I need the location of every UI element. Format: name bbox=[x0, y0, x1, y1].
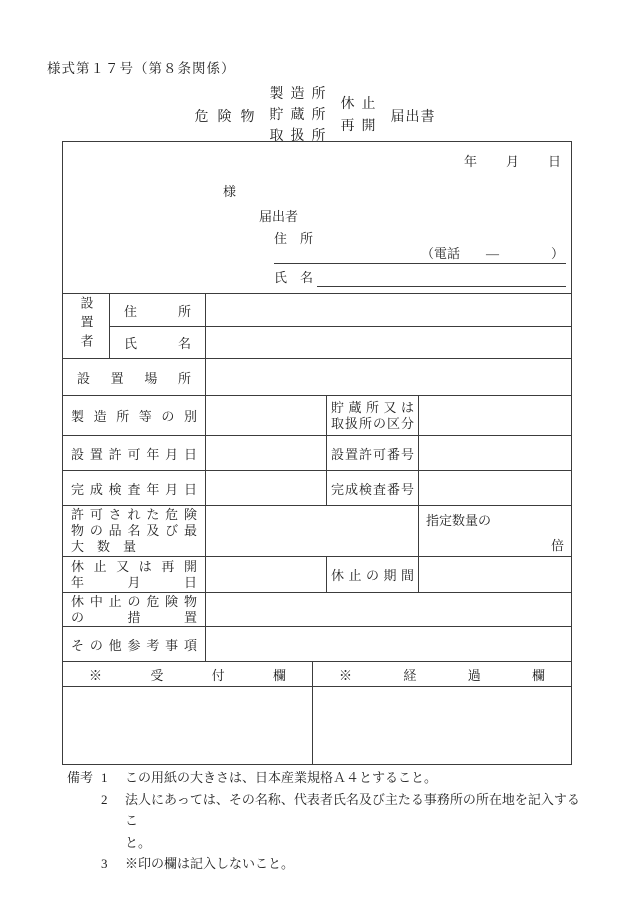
notifier-name-underline bbox=[317, 270, 566, 287]
title-facility-type: 貯蔵所 bbox=[269, 108, 333, 123]
inspection-number-value bbox=[419, 471, 572, 506]
note-item: 3 ※印の欄は記入しないこと。 bbox=[101, 856, 295, 871]
note-item: 1 この用紙の大きさは、日本産業規格Ａ４とすること。 bbox=[101, 770, 438, 785]
form-header-cell bbox=[63, 142, 572, 294]
suspension-period-label: 休止の期間 bbox=[327, 557, 419, 593]
note-item: 2 法人にあっては、その名称、代表者氏名及び主たる事務所の所在地を記入するこ と。 bbox=[101, 791, 580, 850]
permit-date-label: 設置許可年月日 bbox=[63, 436, 206, 471]
title-action: 再開 bbox=[340, 118, 383, 134]
suspension-date-value bbox=[206, 557, 327, 593]
inspection-number-label: 完成検査番号 bbox=[327, 471, 419, 506]
measures-value bbox=[206, 593, 572, 627]
permitted-materials-value bbox=[206, 506, 419, 557]
designated-quantity-label: 指定数量の bbox=[426, 513, 492, 528]
designated-quantity-unit: 倍 bbox=[551, 538, 565, 553]
form-number: 様式第１７号（第８条関係） bbox=[47, 61, 236, 76]
permit-number-value bbox=[419, 436, 572, 471]
installer-address-label: 住 所 bbox=[110, 294, 206, 327]
title-facility-type: 製造所 bbox=[269, 87, 333, 102]
installer-label-cell bbox=[63, 294, 110, 359]
notes-label: 備考 bbox=[67, 770, 94, 785]
title-action: 休止 bbox=[340, 96, 383, 112]
notes bbox=[67, 767, 587, 875]
other-label: その他参考事項 bbox=[63, 627, 206, 662]
other-value bbox=[206, 627, 572, 662]
notifier-label: 届出者 bbox=[259, 209, 299, 224]
reception-column-box bbox=[63, 687, 313, 765]
suspension-date-label: 休止又は再開 年 月 日 bbox=[63, 557, 206, 593]
storage-category-value bbox=[419, 396, 572, 436]
installer-name-value bbox=[206, 327, 572, 359]
progress-column-header: ※ 経 過 欄 bbox=[313, 662, 572, 687]
facility-category-value bbox=[206, 396, 327, 436]
suspension-period-value bbox=[419, 557, 572, 593]
storage-category-label: 貯蔵所又は 取扱所の区分 bbox=[327, 396, 419, 436]
title-facility-types bbox=[270, 84, 333, 147]
notifier-address-label: 住 所 bbox=[274, 231, 314, 246]
title-facility-type: 取扱所 bbox=[269, 129, 333, 144]
permit-date-value bbox=[206, 436, 327, 471]
measures-label: 休中止の危険物 の 措 置 bbox=[63, 593, 206, 627]
permitted-materials-label: 許可された危険 物の品名及び最 大 数 量 bbox=[63, 506, 206, 557]
permit-number-label: 設置許可番号 bbox=[327, 436, 419, 471]
designated-quantity-cell bbox=[419, 506, 572, 557]
main-form-table bbox=[62, 141, 572, 765]
facility-category-label: 製造所等の別 bbox=[63, 396, 206, 436]
installer-address-value bbox=[206, 294, 572, 327]
inspection-date-value bbox=[206, 471, 327, 506]
date-line: 年 月 日 bbox=[464, 154, 563, 169]
title-prefix: 危険物 bbox=[194, 109, 264, 125]
notifier-name-label: 氏 名 bbox=[274, 270, 314, 285]
location-label: 設置場所 bbox=[63, 359, 206, 396]
document-title bbox=[0, 84, 630, 147]
progress-column-box bbox=[313, 687, 572, 765]
addressee-suffix: 様 bbox=[223, 184, 237, 199]
location-value bbox=[206, 359, 572, 396]
title-actions bbox=[341, 94, 383, 138]
installer-label: 設置者 bbox=[78, 295, 94, 353]
installer-name-label: 氏 名 bbox=[110, 327, 206, 359]
reception-column-header: ※ 受 付 欄 bbox=[63, 662, 313, 687]
title-suffix: 届出書 bbox=[390, 109, 436, 125]
notes-items bbox=[101, 767, 587, 875]
notifier-name-line bbox=[274, 269, 566, 287]
inspection-date-label: 完成検査年月日 bbox=[63, 471, 206, 506]
notifier-phone-line: （電話 ― ） bbox=[274, 243, 566, 264]
